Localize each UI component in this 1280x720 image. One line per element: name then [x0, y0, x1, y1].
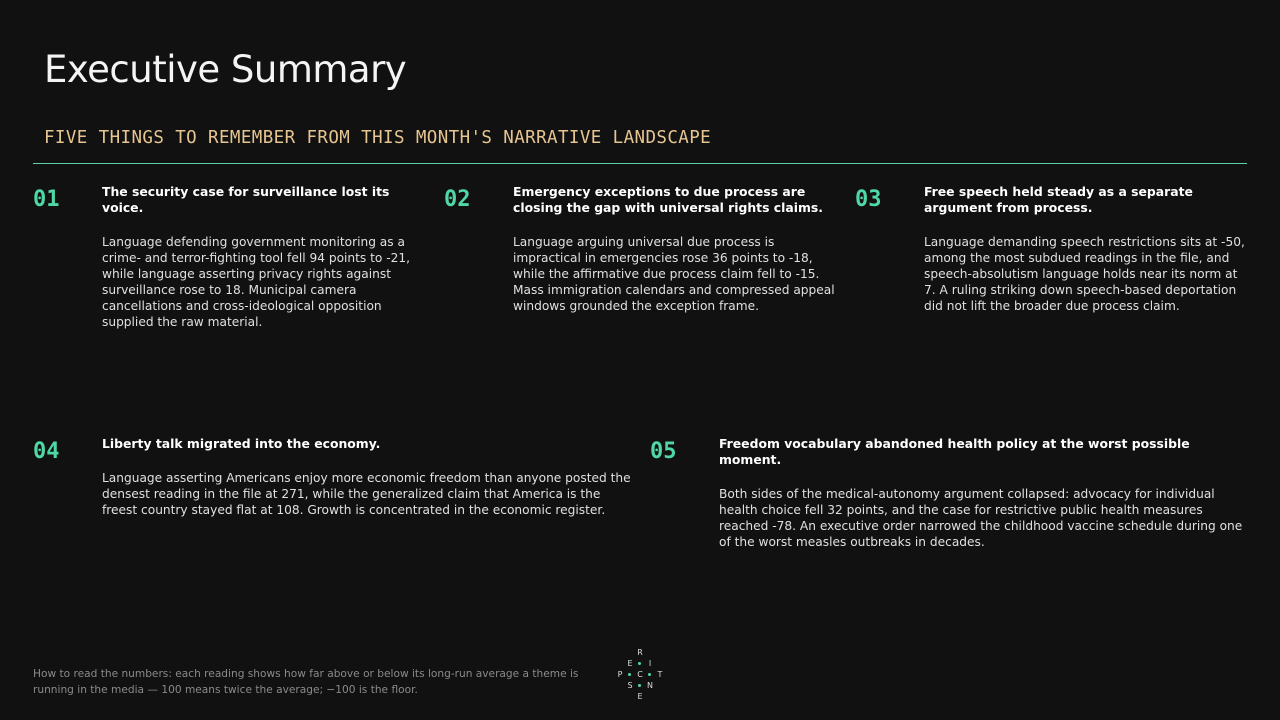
brand-logo [610, 645, 670, 705]
item-heading: Emergency exceptions to due process are closing the gap with universal rights claims. [513, 184, 823, 215]
logo-dot-top [638, 662, 641, 665]
logo-letter-t: T [657, 670, 663, 679]
logo-letter-p: P [617, 670, 623, 679]
item-body: Language defending government monitoring as a crime- and terror-fighting tool fell 94 points to -21, while language asserting privacy rights against surveillance rose to 18. Municipal camera cancellations and cross-ideological opposition supplied the raw material. [102, 235, 411, 329]
item-heading: Freedom vocabulary abandoned health policy at the worst possible moment. [719, 436, 1190, 467]
logo-dot-bottom [638, 684, 641, 687]
item-content [924, 184, 1249, 314]
logo-dot-right [648, 673, 651, 676]
item-content [513, 184, 843, 314]
logo-letter-c: C [637, 670, 643, 679]
header-divider [33, 163, 1247, 164]
page-title: Executive Summary [44, 48, 407, 91]
logo-letter-i: I [648, 659, 652, 668]
item-content [102, 184, 422, 330]
logo-letter-s: S [627, 681, 633, 690]
item-content [719, 436, 1249, 550]
item-heading: The security case for surveillance lost its voice. [102, 184, 390, 215]
item-number: 01 [33, 187, 60, 212]
item-number: 02 [444, 187, 471, 212]
page-subtitle: FIVE THINGS TO REMEMBER FROM THIS MONTH'S NARRATIVE LANDSCAPE [44, 128, 712, 148]
logo-letter-n: N [647, 681, 653, 690]
item-heading: Free speech held steady as a separate argument from process. [924, 184, 1193, 215]
item-number: 05 [650, 439, 677, 464]
item-body: Both sides of the medical-autonomy argument collapsed: advocacy for individual health choice fell 32 points, and the case for restrictive public health measures reached -78. An executive order narrowed the childhood vaccine schedule during one of the worst measles outbreaks in decades. [719, 487, 1243, 549]
item-number: 03 [855, 187, 882, 212]
item-body: Language arguing universal due process is impractical in emergencies rose 36 points to -18, while the affirmative due process claim fell to -15. Mass immigration calendars and compressed appeal windows grounded the exception frame. [513, 235, 835, 313]
item-body: Language demanding speech restrictions sits at -50, among the most subdued readings in the file, and speech-absolutism language holds near its norm at 7. A ruling striking down speech-based deportation did not lift the broader due process claim. [924, 235, 1245, 313]
logo-letter-e: E [627, 659, 633, 668]
logo-letter-e-bottom: E [637, 692, 643, 701]
logo-letter-r: R [637, 648, 643, 657]
item-body: Language asserting Americans enjoy more economic freedom than anyone posted the densest reading in the file at 271, while the generalized claim that America is the freest country stayed flat at 108. Growth is concentrated in the economic register. [102, 471, 631, 517]
item-number: 04 [33, 439, 60, 464]
item-heading: Liberty talk migrated into the economy. [102, 436, 381, 451]
reading-footnote: How to read the numbers: each reading shows how far above or below its long-run average a theme is running in the media — 100 means twice the average; −100 is the floor. [33, 668, 579, 696]
logo-dot-left [628, 673, 631, 676]
item-content [102, 436, 632, 518]
